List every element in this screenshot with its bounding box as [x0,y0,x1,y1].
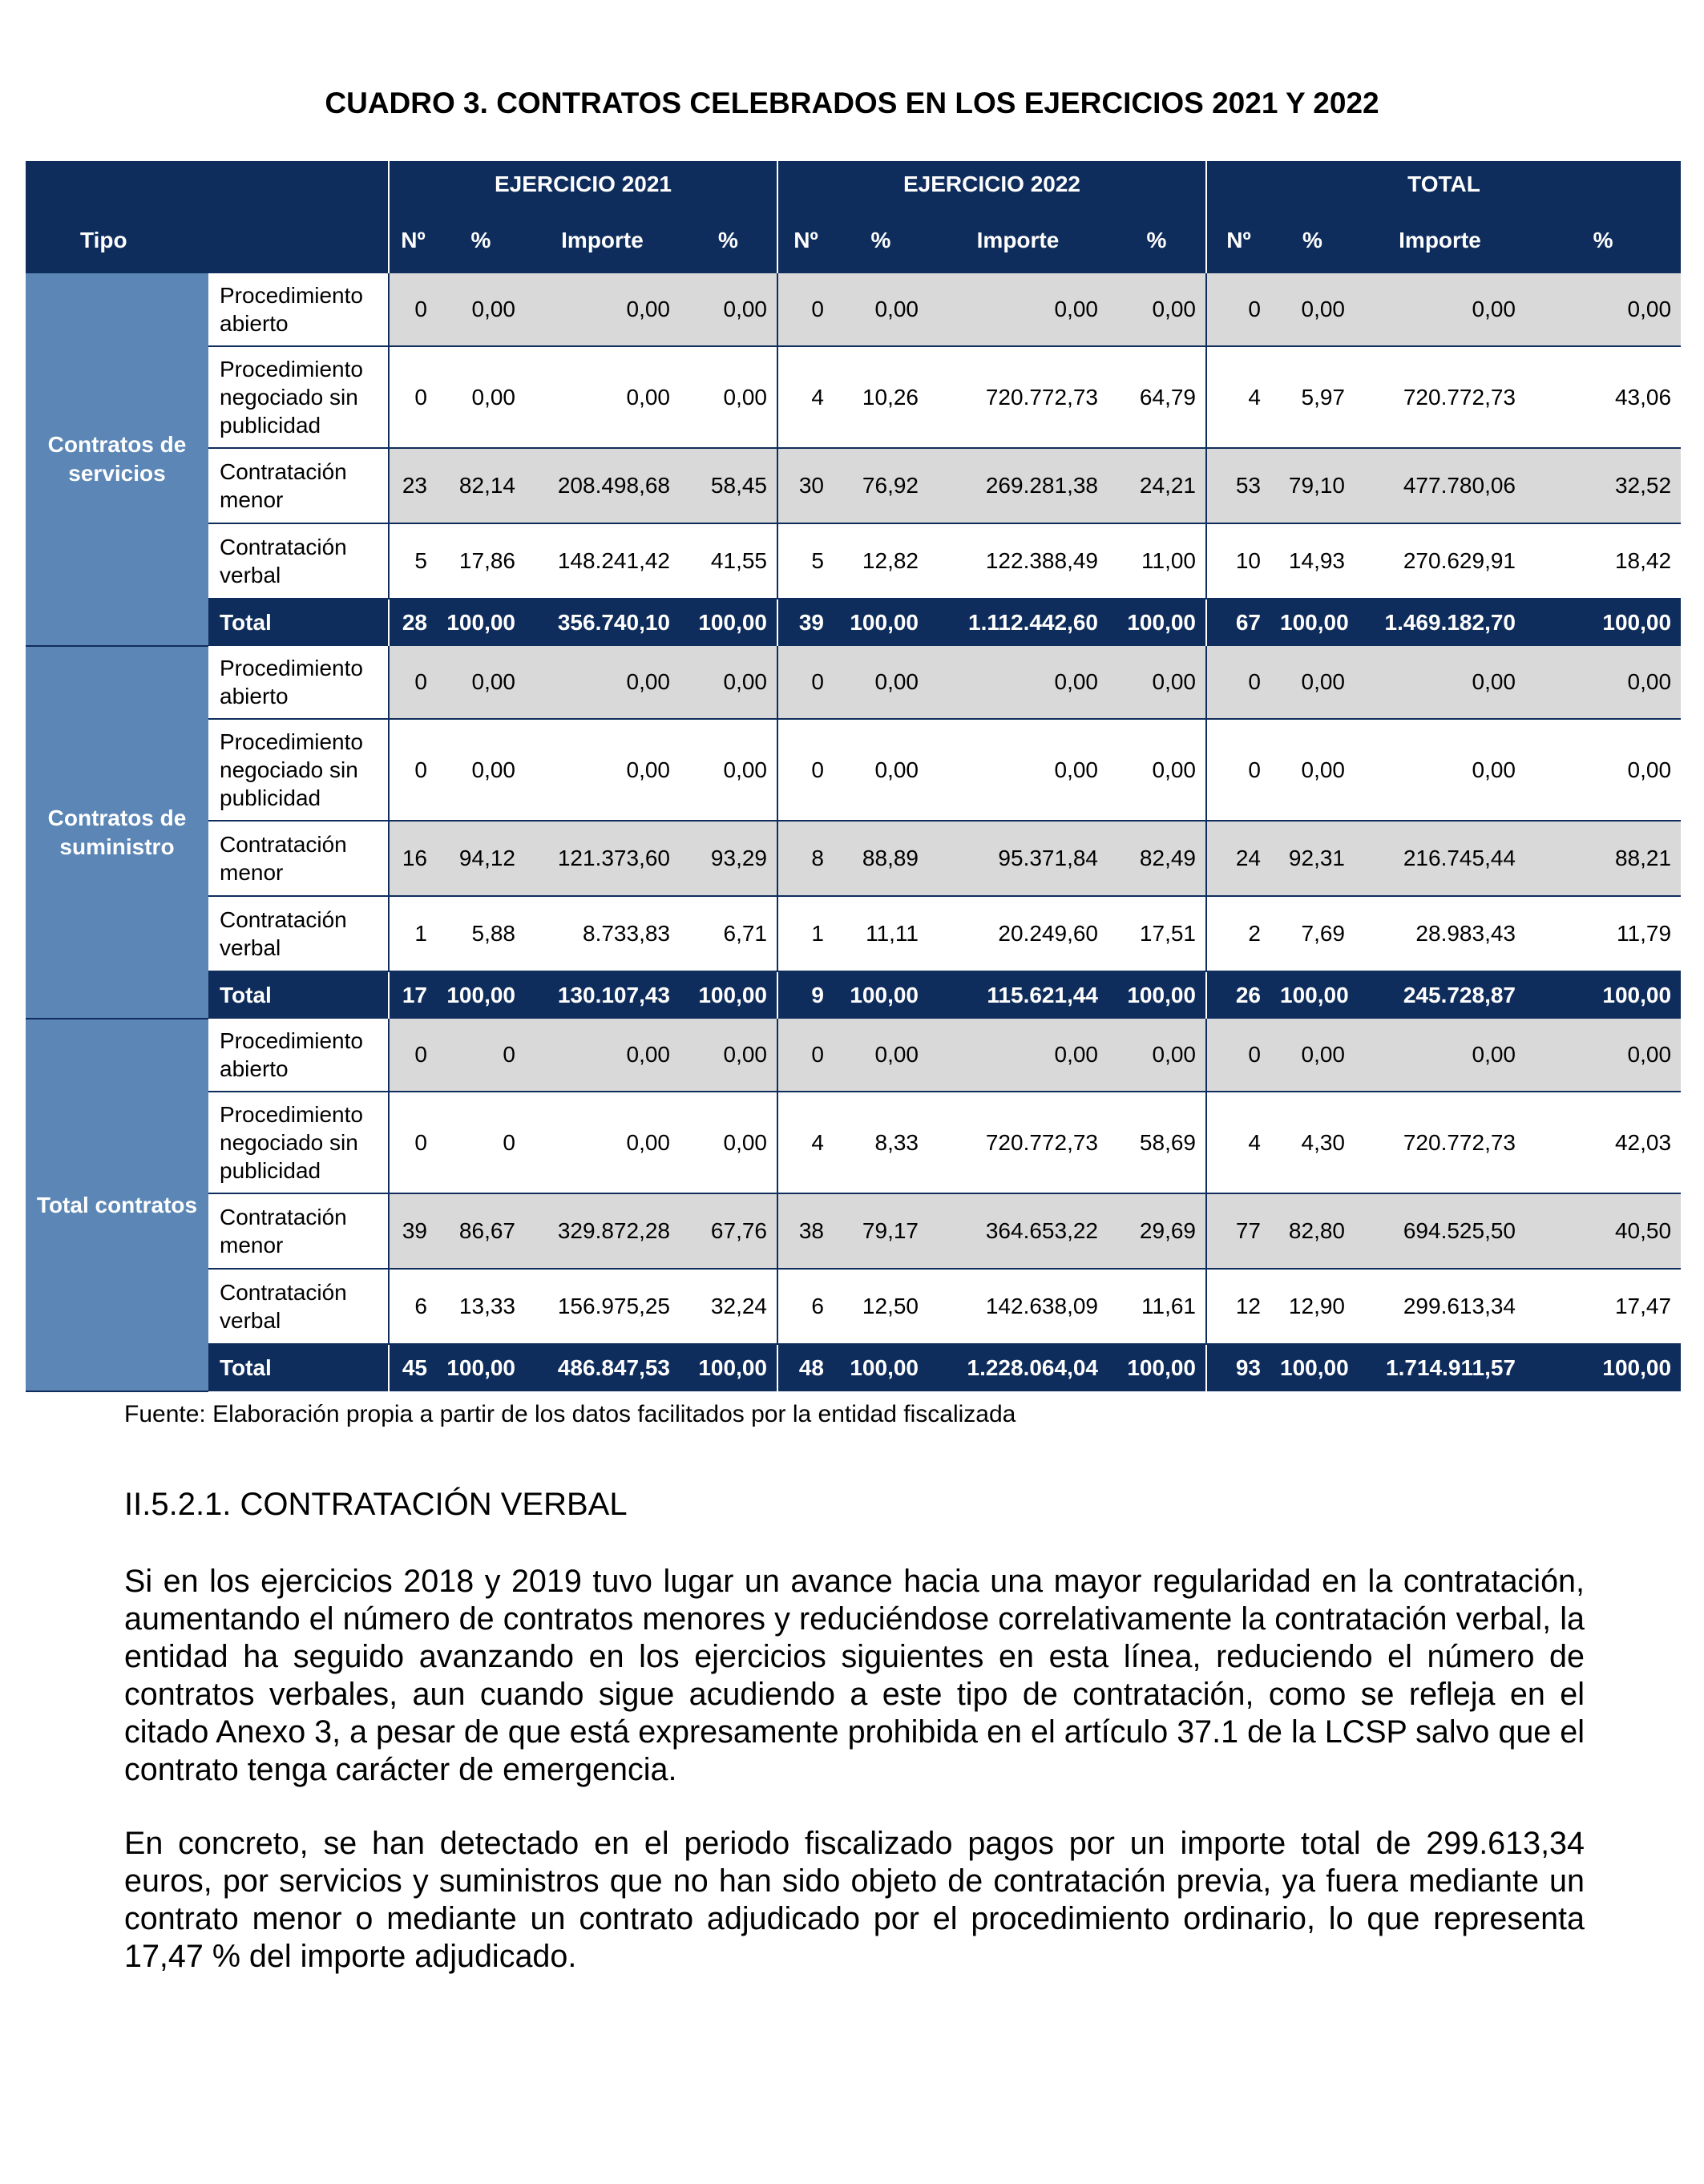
total-cell: 45 [389,1344,437,1391]
table-cell: 0,00 [1270,646,1355,719]
header-row-columns [26,208,1681,273]
table-cell: 30 [777,448,834,523]
total-label: Total [208,1344,389,1391]
table-cell: 0 [1206,646,1270,719]
total-cell: 100,00 [437,971,525,1019]
table-cell: 18,42 [1525,523,1681,599]
table-cell: 6 [777,1269,834,1344]
table-cell: 79,17 [834,1193,928,1269]
table-cell: 4 [1206,346,1270,448]
col-header-pct: % [437,208,525,273]
table-cell: 77 [1206,1193,1270,1269]
table-row [26,1019,1681,1092]
table-cell: 148.241,42 [525,523,680,599]
total-row [26,1344,1681,1391]
table-cell: 0,00 [928,1019,1108,1092]
table-cell: 0,00 [1525,273,1681,346]
table-cell: 0 [389,346,437,448]
table-cell: 0,00 [525,273,680,346]
table-cell: 16 [389,821,437,896]
total-cell: 100,00 [1525,971,1681,1019]
table-cell: 88,21 [1525,821,1681,896]
table-cell: 94,12 [437,821,525,896]
table-cell: 5 [777,523,834,599]
source-note: Fuente: Elaboración propia a partir de los datos facilitados por la entidad fiscalizada [124,1401,1016,1427]
table-cell: 0,00 [1270,719,1355,821]
table-cell: 53 [1206,448,1270,523]
table-cell: 11,11 [834,896,928,971]
table-cell: 121.373,60 [525,821,680,896]
total-cell: 100,00 [834,1344,928,1391]
table-cell: 0,00 [525,719,680,821]
table-cell: 0,00 [1355,1019,1525,1092]
table-cell: 0,00 [928,719,1108,821]
table-row [26,821,1681,896]
table-cell: 0,00 [437,646,525,719]
total-cell: 48 [777,1344,834,1391]
table-cell: 720.772,73 [1355,1092,1525,1193]
table-cell: 40,50 [1525,1193,1681,1269]
paragraph: En concreto, se han detectado en el periodo fiscalizado pagos por un importe total de 299.613,34 euros, por servicios y suministros que no han sido objeto de contratación previa, ya fuera mediante un contrato menor o mediante un contrato adjudicado por el procedimiento ordinario, lo que representa 17,47 % del importe adjudicado. [124,1826,1585,1974]
table-cell: 299.613,34 [1355,1269,1525,1344]
table-cell: 208.498,68 [525,448,680,523]
table-cell: 0,00 [1270,273,1355,346]
header-ejercicio-2021: EJERCICIO 2021 [389,161,777,208]
table-cell: 4,30 [1270,1092,1355,1193]
table-row [26,719,1681,821]
total-row [26,599,1681,646]
col-header-pct: % [1108,208,1206,273]
table-cell: 0,00 [928,646,1108,719]
row-label: Procedimiento negociado sin publicidad [208,719,389,821]
table-cell: 0 [389,719,437,821]
col-header-pct: % [834,208,928,273]
total-label: Total [208,599,389,646]
total-cell: 100,00 [437,1344,525,1391]
table-cell: 269.281,38 [928,448,1108,523]
table-cell: 43,06 [1525,346,1681,448]
table-cell: 720.772,73 [928,1092,1108,1193]
total-cell: 115.621,44 [928,971,1108,1019]
contracts-table [26,161,1681,1392]
row-label: Contratación menor [208,821,389,896]
table-cell: 95.371,84 [928,821,1108,896]
table-cell: 76,92 [834,448,928,523]
table-cell: 0 [437,1019,525,1092]
total-cell: 1.469.182,70 [1355,599,1525,646]
col-header-pct: % [1525,208,1681,273]
total-cell: 356.740,10 [525,599,680,646]
total-cell: 100,00 [1108,971,1206,1019]
table-cell: 364.653,22 [928,1193,1108,1269]
total-cell: 100,00 [1270,1344,1355,1391]
total-cell: 39 [777,599,834,646]
table-cell: 12,90 [1270,1269,1355,1344]
table-cell: 82,80 [1270,1193,1355,1269]
table-cell: 0,00 [680,1019,777,1092]
table-cell: 38 [777,1193,834,1269]
table-cell: 720.772,73 [928,346,1108,448]
table-cell: 5,88 [437,896,525,971]
table-cell: 10 [1206,523,1270,599]
table-cell: 0,00 [1108,273,1206,346]
col-header-n: Nº [777,208,834,273]
table-body [26,273,1681,1391]
total-cell: 486.847,53 [525,1344,680,1391]
table-cell: 0,00 [525,346,680,448]
table-cell: 58,69 [1108,1092,1206,1193]
total-row [26,971,1681,1019]
table-cell: 156.975,25 [525,1269,680,1344]
section-label: Contratos de servicios [26,273,208,646]
table-cell: 0,00 [1270,1019,1355,1092]
row-label: Contratación menor [208,448,389,523]
table-cell: 0 [389,1019,437,1092]
table-cell: 142.638,09 [928,1269,1108,1344]
table-cell: 0 [389,273,437,346]
table-cell: 39 [389,1193,437,1269]
table-cell: 32,24 [680,1269,777,1344]
table-cell: 4 [777,346,834,448]
table-cell: 64,79 [1108,346,1206,448]
table-cell: 8 [777,821,834,896]
total-cell: 100,00 [680,1344,777,1391]
table-cell: 0,00 [680,273,777,346]
row-label: Contratación verbal [208,1269,389,1344]
table-cell: 0,00 [525,1019,680,1092]
table-cell: 11,79 [1525,896,1681,971]
table-cell: 0,00 [1525,646,1681,719]
table-row [26,523,1681,599]
table-cell: 0,00 [437,273,525,346]
section-heading: II.5.2.1. CONTRATACIÓN VERBAL [124,1487,628,1522]
table-cell: 0,00 [1355,719,1525,821]
table-cell: 0,00 [680,1092,777,1193]
row-label: Procedimiento negociado sin publicidad [208,346,389,448]
total-cell: 1.228.064,04 [928,1344,1108,1391]
table-cell: 58,45 [680,448,777,523]
table-cell: 88,89 [834,821,928,896]
table-cell: 23 [389,448,437,523]
total-cell: 1.112.442,60 [928,599,1108,646]
table-cell: 14,93 [1270,523,1355,599]
table-cell: 86,67 [437,1193,525,1269]
table-cell: 11,61 [1108,1269,1206,1344]
table-cell: 0,00 [834,1019,928,1092]
table-cell: 20.249,60 [928,896,1108,971]
table-cell: 0,00 [1355,646,1525,719]
table-cell: 8.733,83 [525,896,680,971]
total-cell: 100,00 [834,971,928,1019]
table-cell: 28.983,43 [1355,896,1525,971]
col-header-n: Nº [389,208,437,273]
row-label: Contratación verbal [208,896,389,971]
table-row [26,1092,1681,1193]
row-label: Contratación verbal [208,523,389,599]
table-cell: 0,00 [680,646,777,719]
table-cell: 329.872,28 [525,1193,680,1269]
row-label: Procedimiento abierto [208,646,389,719]
total-cell: 17 [389,971,437,1019]
total-label: Total [208,971,389,1019]
table-cell: 6,71 [680,896,777,971]
table-cell: 13,33 [437,1269,525,1344]
table-cell: 12 [1206,1269,1270,1344]
table-cell: 0,00 [1108,646,1206,719]
table-cell: 24,21 [1108,448,1206,523]
table-cell: 17,47 [1525,1269,1681,1344]
table-cell: 1 [777,896,834,971]
col-header-importe: Importe [1355,208,1525,273]
table-row [26,1269,1681,1344]
table-cell: 0 [1206,273,1270,346]
col-header-n: Nº [1206,208,1270,273]
col-header-importe: Importe [525,208,680,273]
row-label: Procedimiento abierto [208,273,389,346]
table-cell: 0 [777,273,834,346]
table-cell: 7,69 [1270,896,1355,971]
header-tipo: Tipo [26,208,389,273]
table-cell: 29,69 [1108,1193,1206,1269]
table-cell: 67,76 [680,1193,777,1269]
table-cell: 122.388,49 [928,523,1108,599]
table-cell: 17,51 [1108,896,1206,971]
total-cell: 130.107,43 [525,971,680,1019]
table-cell: 0,00 [1355,273,1525,346]
table-row [26,273,1681,346]
total-cell: 100,00 [1108,599,1206,646]
row-label: Contratación menor [208,1193,389,1269]
table-cell: 0 [437,1092,525,1193]
table-cell: 0 [1206,1019,1270,1092]
header-row-groups [26,161,1681,208]
table-cell: 8,33 [834,1092,928,1193]
table-cell: 11,00 [1108,523,1206,599]
header-blank [26,161,389,208]
paragraph: Si en los ejercicios 2018 y 2019 tuvo lugar un avance hacia una mayor regularidad en la contratación, aumentando el número de contratos menores y reduciéndose correlativamente la contratación verbal, la entidad ha seguido avanzando en los ejercicios siguientes en esta línea, reduciendo el número de contratos verbales, aun cuando sigue acudiendo a este tipo de contratación, como se refleja en el citado Anexo 3, a pesar de que está expresamente prohibida en el artículo 37.1 de la LCSP salvo que el contrato tenga carácter de emergencia. [124,1564,1585,1787]
table-cell: 0 [389,1092,437,1193]
table-cell: 0,00 [1525,719,1681,821]
total-cell: 28 [389,599,437,646]
table-cell: 5 [389,523,437,599]
table-title: CUADRO 3. CONTRATOS CELEBRADOS EN LOS EJERCICIOS 2021 Y 2022 [325,87,1379,119]
table-row [26,346,1681,448]
total-cell: 100,00 [1108,1344,1206,1391]
table-cell: 12,50 [834,1269,928,1344]
table-cell: 42,03 [1525,1092,1681,1193]
table-cell: 32,52 [1525,448,1681,523]
total-cell: 100,00 [1525,1344,1681,1391]
table-cell: 82,14 [437,448,525,523]
col-header-pct: % [1270,208,1355,273]
total-cell: 100,00 [680,971,777,1019]
total-cell: 9 [777,971,834,1019]
table-cell: 0,00 [1525,1019,1681,1092]
table-cell: 79,10 [1270,448,1355,523]
table-cell: 41,55 [680,523,777,599]
table-cell: 6 [389,1269,437,1344]
table-cell: 720.772,73 [1355,346,1525,448]
table-cell: 0,00 [928,273,1108,346]
total-cell: 1.714.911,57 [1355,1344,1525,1391]
header-ejercicio-2022: EJERCICIO 2022 [777,161,1206,208]
table-cell: 0 [777,719,834,821]
table-cell: 0,00 [1108,1019,1206,1092]
table-cell: 12,82 [834,523,928,599]
total-cell: 100,00 [1525,599,1681,646]
table-row [26,896,1681,971]
row-label: Procedimiento abierto [208,1019,389,1092]
table-cell: 0 [1206,719,1270,821]
table-cell: 694.525,50 [1355,1193,1525,1269]
header-total: TOTAL [1206,161,1681,208]
table-cell: 4 [777,1092,834,1193]
table-row [26,448,1681,523]
table-cell: 5,97 [1270,346,1355,448]
table-cell: 17,86 [437,523,525,599]
col-header-importe: Importe [928,208,1108,273]
total-cell: 100,00 [1270,599,1355,646]
table-cell: 0,00 [680,719,777,821]
section-label: Total contratos [26,1019,208,1391]
table-cell: 0,00 [834,273,928,346]
table-cell: 477.780,06 [1355,448,1525,523]
table-cell: 93,29 [680,821,777,896]
total-cell: 67 [1206,599,1270,646]
total-cell: 100,00 [437,599,525,646]
table-cell: 0,00 [437,346,525,448]
table-cell: 0,00 [834,719,928,821]
table-cell: 0,00 [680,346,777,448]
table-cell: 0,00 [1108,719,1206,821]
table-cell: 0,00 [834,646,928,719]
table-cell: 4 [1206,1092,1270,1193]
total-cell: 100,00 [680,599,777,646]
table-row [26,646,1681,719]
section-label: Contratos de suministro [26,646,208,1019]
table-cell: 24 [1206,821,1270,896]
table-cell: 10,26 [834,346,928,448]
total-cell: 26 [1206,971,1270,1019]
table-cell: 0 [777,1019,834,1092]
table-cell: 0 [777,646,834,719]
table-row [26,1193,1681,1269]
table-cell: 0,00 [525,646,680,719]
table-cell: 1 [389,896,437,971]
table-cell: 0,00 [437,719,525,821]
table-cell: 0,00 [525,1092,680,1193]
total-cell: 100,00 [834,599,928,646]
table-cell: 0 [389,646,437,719]
total-cell: 100,00 [1270,971,1355,1019]
table-cell: 216.745,44 [1355,821,1525,896]
row-label: Procedimiento negociado sin publicidad [208,1092,389,1193]
table-cell: 270.629,91 [1355,523,1525,599]
col-header-pct: % [680,208,777,273]
total-cell: 93 [1206,1344,1270,1391]
table-cell: 2 [1206,896,1270,971]
table-cell: 82,49 [1108,821,1206,896]
total-cell: 245.728,87 [1355,971,1525,1019]
table-cell: 92,31 [1270,821,1355,896]
